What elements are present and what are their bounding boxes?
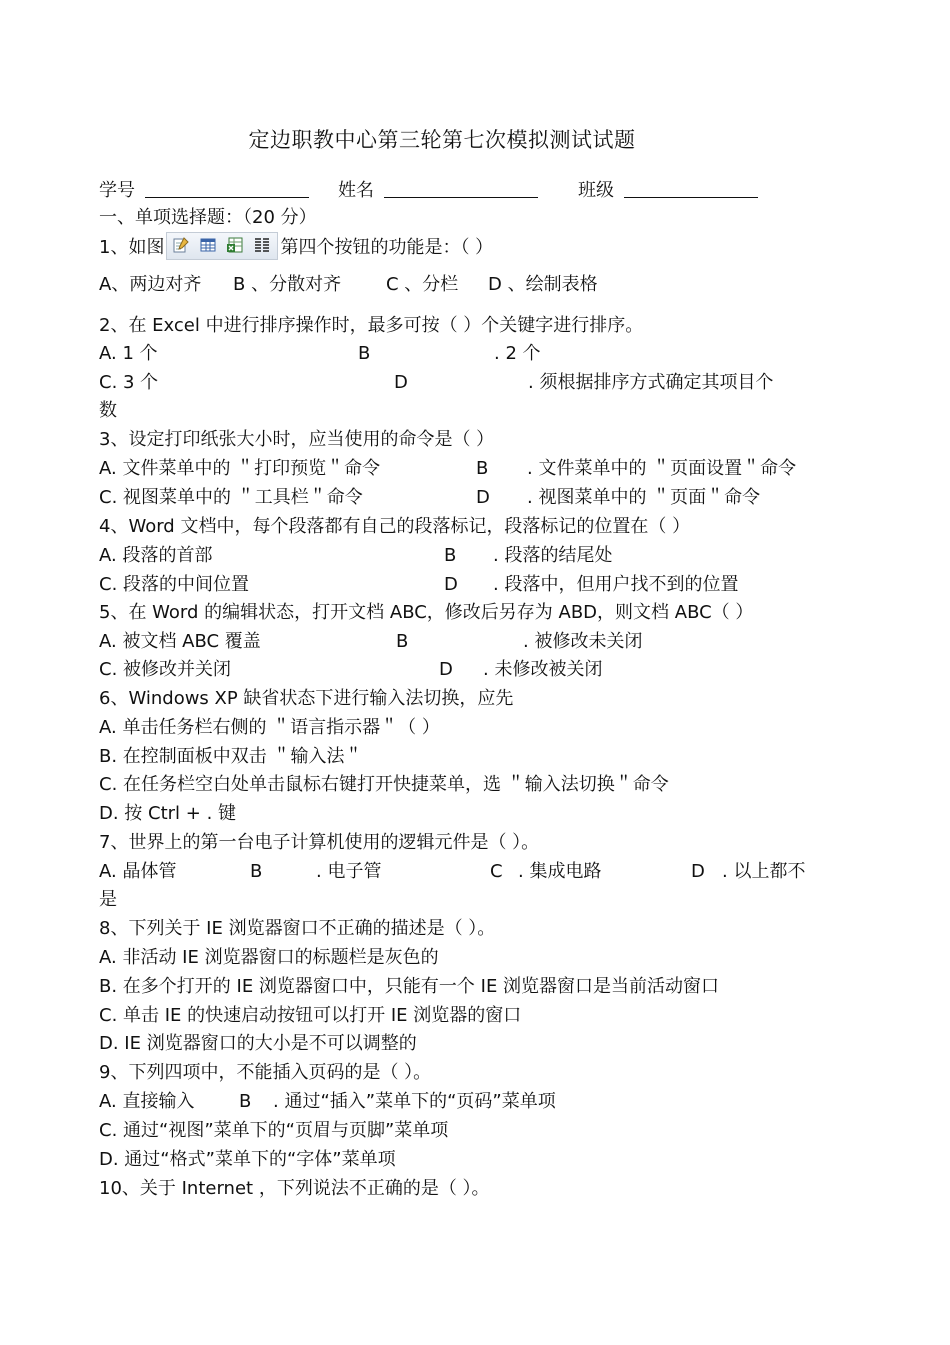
q9-option-b: . 通过“插入”菜单下的“页码”菜单项 [273, 1091, 556, 1112]
q8-option-a: A. 非活动 IE 浏览器窗口的标题栏是灰色的 [99, 947, 439, 968]
q3-option-d-letter: D [476, 487, 490, 508]
q4-option-d: . 段落中，但用户找不到的位置 [493, 574, 739, 595]
q3-option-c: C. 视图菜单中的 ＂工具栏＂命令 [99, 487, 363, 508]
q2-option-d-letter: D [394, 372, 408, 393]
q4-option-b: . 段落的结尾处 [493, 545, 613, 566]
q3-option-d: . 视图菜单中的 ＂页面＂命令 [527, 487, 761, 508]
q7-option-c-letter: C [490, 861, 503, 882]
q5-option-c: C. 被修改并关闭 [99, 659, 232, 680]
question-4: 4、Word 文档中，每个段落都有自己的段落标记，段落标记的位置在（ ） [99, 516, 691, 537]
q9-option-a: A. 直接输入 [99, 1091, 195, 1112]
q6-option-a: A. 单击任务栏右侧的 ＂语言指示器＂（ ） [99, 717, 440, 738]
q2-option-c: C. 3 个 [99, 372, 159, 393]
q4-option-c: C. 段落的中间位置 [99, 574, 250, 595]
q2-option-b: . 2 个 [494, 343, 541, 364]
q1-option-c: C 、分栏 [386, 274, 459, 295]
q9-option-b-letter: B [239, 1091, 252, 1112]
section-heading: 一、单项选择题：（20 分） [99, 207, 317, 228]
q7-option-d: . 以上都不 [722, 861, 806, 882]
question-7: 7、世界上的第一台电子计算机使用的逻辑元件是（ ）。 [99, 832, 540, 853]
question-9: 9、下列四项中，不能插入页码的是（ ）。 [99, 1062, 432, 1083]
columns-icon [253, 236, 271, 254]
name-field [338, 179, 538, 202]
q8-option-d: D. IE 浏览器窗口的大小是不可以调整的 [99, 1033, 417, 1054]
q3-option-a: A. 文件菜单中的 ＂打印预览＂命令 [99, 458, 381, 479]
q8-option-c: C. 单击 IE 的快速启动按钮可以打开 IE 浏览器的窗口 [99, 1005, 522, 1026]
q6-option-c: C. 在任务栏空白处单击鼠标右键打开快捷菜单，选 ＂输入法切换＂命令 [99, 774, 669, 795]
q1-option-b: B 、分散对齐 [233, 274, 342, 295]
q7-option-c: . 集成电路 [518, 861, 602, 882]
q5-option-a: A. 被文档 ABC 覆盖 [99, 631, 261, 652]
student-id-blank[interactable] [145, 179, 309, 198]
q1-option-a: A、两边对齐 [99, 274, 202, 295]
exam-title: 定边职教中心第三轮第七次模拟测试试题 [248, 128, 636, 152]
q7-option-a: A. 晶体管 [99, 861, 177, 882]
q2-option-d-cont: 数 [99, 400, 117, 421]
question-1 [99, 236, 493, 260]
question-2: 2、在 Excel 中进行排序操作时，最多可按（ ）个关键字进行排序。 [99, 315, 644, 336]
question-3: 3、设定打印纸张大小时，应当使用的命令是（ ） [99, 429, 495, 450]
q9-option-c: C. 通过“视图”菜单下的“页眉与页脚”菜单项 [99, 1120, 449, 1141]
q5-option-d: . 未修改被关闭 [483, 659, 603, 680]
q4-option-a: A. 段落的首部 [99, 545, 213, 566]
q7-option-d-cont: 是 [99, 889, 117, 910]
q6-option-b: B. 在控制面板中双击 ＂输入法＂ [99, 746, 363, 767]
q5-option-b-letter: B [396, 631, 409, 652]
q2-option-d: . 须根据排序方式确定其项目个 [528, 372, 774, 393]
q5-option-b: . 被修改未关闭 [523, 631, 643, 652]
toolbar-image [166, 232, 278, 260]
q7-option-b: . 电子管 [316, 861, 382, 882]
draw-table-icon [172, 236, 190, 254]
q3-option-b-letter: B [476, 458, 489, 479]
class-blank[interactable] [624, 179, 758, 198]
q3-option-b: . 文件菜单中的 ＂页面设置＂命令 [527, 458, 797, 479]
q1-option-d: D 、绘制表格 [488, 274, 598, 295]
question-10: 10、关于 Internet ，下列说法不正确的是（ ）。 [99, 1178, 490, 1199]
q2-option-b-letter: B [358, 343, 371, 364]
name-blank[interactable] [384, 179, 538, 198]
question-5: 5、在 Word 的编辑状态，打开文档 ABC，修改后另存为 ABD，则文档 ABC（ ） [99, 602, 754, 623]
class-label: 班级 [578, 180, 614, 201]
q8-option-b: B. 在多个打开的 IE 浏览器窗口中，只能有一个 IE 浏览器窗口是当前活动窗口 [99, 976, 720, 997]
question-1-suffix: 第四个按钮的功能是：（ ） [280, 237, 494, 258]
q2-option-a: A. 1 个 [99, 343, 158, 364]
insert-excel-icon [226, 236, 244, 254]
question-8: 8、下列关于 IE 浏览器窗口不正确的描述是（ ）。 [99, 918, 496, 939]
insert-table-icon [199, 236, 217, 254]
q9-option-d: D. 通过“格式”菜单下的“字体”菜单项 [99, 1149, 396, 1170]
class-field [578, 179, 758, 202]
q6-option-d: D. 按 Ctrl + . 键 [99, 803, 237, 824]
q7-option-b-letter: B [250, 861, 263, 882]
question-1-prefix: 1、如图 [99, 237, 165, 258]
question-6: 6、Windows XP 缺省状态下进行输入法切换，应先 [99, 688, 514, 709]
q4-option-b-letter: B [444, 545, 457, 566]
name-label: 姓名 [338, 180, 374, 201]
q7-option-d-letter: D [691, 861, 705, 882]
student-id-label: 学号 [99, 180, 135, 201]
q4-option-d-letter: D [444, 574, 458, 595]
student-id-field [99, 179, 309, 202]
q5-option-d-letter: D [439, 659, 453, 680]
